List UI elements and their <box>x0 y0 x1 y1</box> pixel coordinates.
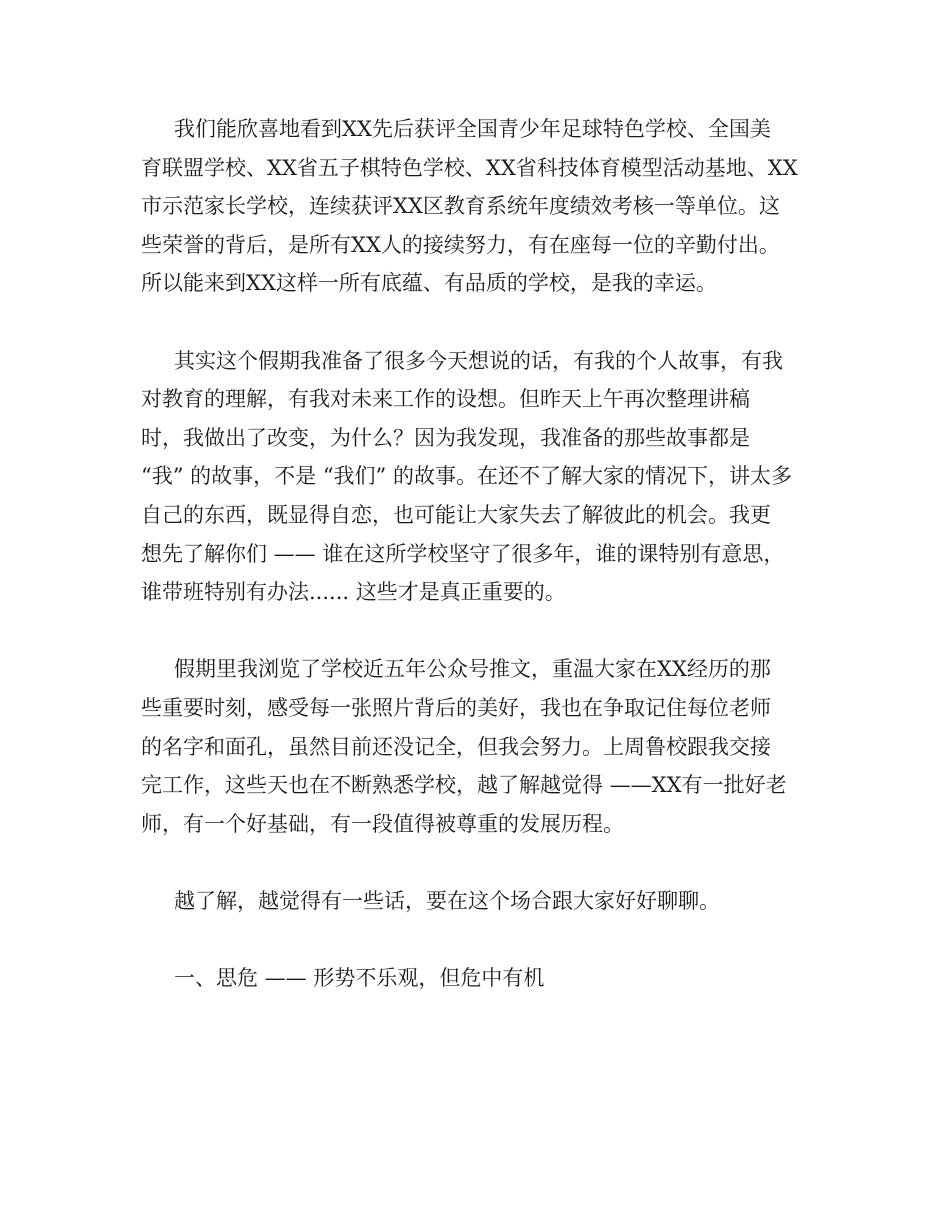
text-line: 完工作，这些天也在不断熟悉学校，越了解越觉得 ——XX有一批好老 <box>141 773 787 798</box>
text-line: 时，我做出了改变，为什么？因为我发现，我准备的那些故事都是 <box>141 425 750 450</box>
paragraph-change-of-plan <box>141 342 813 612</box>
text-line: 自己的东西，既显得自恋，也可能让大家失去了解彼此的机会。我更 <box>141 502 771 527</box>
paragraph-honors <box>141 110 813 303</box>
section-heading-text: 一、思危 —— 形势不乐观，但危中有机 <box>174 966 545 991</box>
text-line: 我们能欣喜地看到XX先后获评全国青少年足球特色学校、全国美 <box>174 117 771 141</box>
document-body <box>141 110 813 1036</box>
text-line: 对教育的理解，有我对未来工作的设想。但昨天上午再次整理讲稿 <box>141 387 750 412</box>
paragraph-getting-to-know <box>141 650 813 843</box>
text-line: 谁带班特别有办法...... 这些才是真正重要的。 <box>141 580 566 605</box>
text-line: 所以能来到XX这样一所有底蕴、有品质的学校，是我的幸运。 <box>141 271 717 296</box>
text-line: 的名字和面孔，虽然目前还没记全，但我会努力。上周鲁校跟我交接 <box>141 734 771 759</box>
text-line: 育联盟学校、XX省五子棋特色学校、XX省科技体育模型活动基地、XX <box>141 155 798 180</box>
text-line: 市示范家长学校，连续获评XX区教育系统年度绩效考核一等单位。这 <box>141 194 780 219</box>
text-line: 越了解，越觉得有一些话，要在这个场合跟大家好好聊聊。 <box>174 888 720 913</box>
paragraph-transition <box>141 882 813 921</box>
text-line: 其实这个假期我准备了很多今天想说的话，有我的个人故事，有我 <box>174 348 783 373</box>
text-line: 些荣誉的背后，是所有XX人的接续努力，有在座每一位的辛勤付出。 <box>141 232 780 257</box>
text-line: 些重要时刻，感受每一张照片背后的美好，我也在争取记住每位老师 <box>141 695 771 720</box>
text-line: 想先了解你们 —— 谁在这所学校坚守了很多年，谁的课特别有意思， <box>141 541 785 566</box>
text-line: 师，有一个好基础，有一段值得被尊重的发展历程。 <box>141 811 624 836</box>
section-heading <box>141 959 813 998</box>
text-line: “我” 的故事，不是 “我们” 的故事。在还不了解大家的情况下，讲太多 <box>141 464 792 489</box>
text-line: 假期里我浏览了学校近五年公众号推文，重温大家在XX经历的那 <box>174 657 771 682</box>
